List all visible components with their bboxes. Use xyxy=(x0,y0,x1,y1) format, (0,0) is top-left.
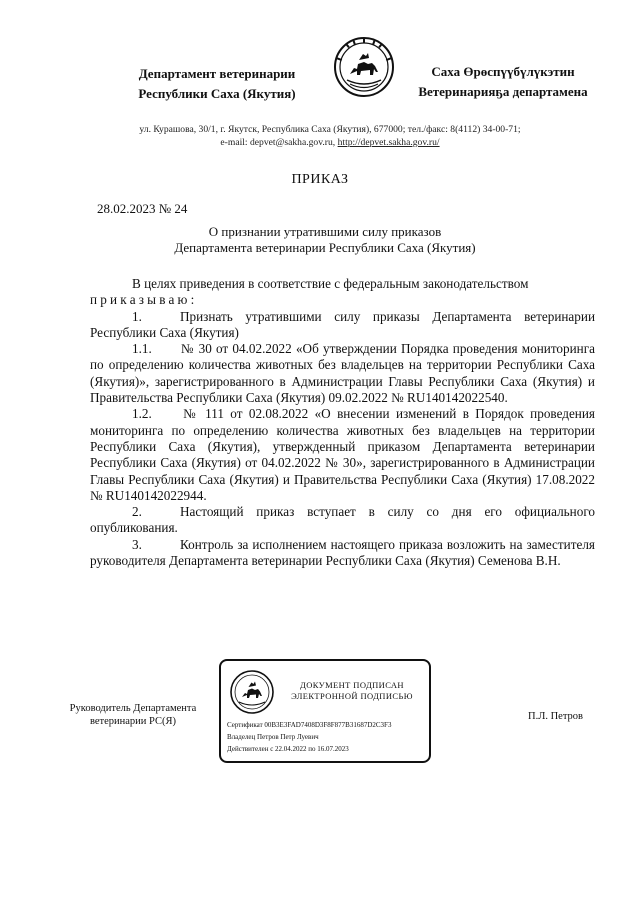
stamp-title-line2: ЭЛЕКТРОННОЙ ПОДПИСЬЮ xyxy=(291,691,413,701)
item-1-number: 1. xyxy=(132,308,142,324)
item-1-1 xyxy=(90,341,595,406)
intro-paragraph: В целях приведения в соответствие с федеральным законодательством xyxy=(132,276,529,291)
contact-email-line xyxy=(60,136,600,149)
stamp-certificate: Сертификат 00B3E3FAD7408D3F8F877B31687D2C3F3 xyxy=(227,721,392,729)
subject-line2: Департамента ветеринарии Республики Саха (Якутия) xyxy=(174,240,476,255)
address-line: ул. Курашова, 30/1, г. Якутск, Республика Саха (Якутия), 677000; тел./факс: 8(4112) 34-00-71; xyxy=(139,124,521,135)
item-1-2 xyxy=(90,406,595,504)
sakha-republic-emblem-icon xyxy=(333,36,395,98)
item-2 xyxy=(90,504,595,537)
email-text: e-mail: depvet@sakha.gov.ru, xyxy=(220,137,336,148)
department-name-russian xyxy=(112,64,322,104)
signatory-position-line2: ветеринарии РС(Я) xyxy=(89,716,177,727)
document-body xyxy=(90,276,595,569)
item-1-2-text: № 111 от 02.08.2022 «О внесении изменений в Порядок проведения мониторинга по определению количества животных без владельцев на территории Республики Саха (Якутия), утвержденный приказом Департамента ветеринарии Республики Саха (Якутия) от 04.02.2022 № 30», зарегистрированного в Администрации Главы Республики Саха (Якутия) и Правительства Республики Саха (Якутия) 17.08.2022 № RU140142022944. xyxy=(90,406,595,503)
document-subject xyxy=(90,224,560,256)
stamp-owner: Владелец Петров Петр Луевич xyxy=(227,733,319,741)
sakha-emblem-seal-icon xyxy=(229,669,275,715)
item-1 xyxy=(90,309,595,342)
department-name-sakha-line2: Ветеринарияҕа департамена xyxy=(418,84,588,99)
stamp-validity: Действителен с 22.04.2022 по 16.07.2023 xyxy=(227,745,349,753)
department-name-sakha xyxy=(398,62,608,102)
department-name-line2: Республики Саха (Якутия) xyxy=(138,86,296,101)
department-name-sakha-line1: Саха Өрөспүүбүлүкэтин xyxy=(431,64,575,79)
item-3-number: 3. xyxy=(132,536,142,552)
stamp-title xyxy=(279,680,425,702)
item-1-1-text: № 30 от 04.02.2022 «Об утверждении Порядка проведения мониторинга по определению количества животных без владельцев на территории Республики Саха (Якутия)», зарегистрированного в Администрации Главы Республики Саха (Якутия) и Правительства Республики Саха (Якутия) 09.02.2022 № RU140142022540. xyxy=(90,341,595,406)
contact-address xyxy=(60,123,600,149)
website-link[interactable]: http://depvet.sakha.gov.ru/ xyxy=(337,137,440,148)
document-title: ПРИКАЗ xyxy=(291,172,349,187)
item-2-number: 2. xyxy=(132,504,142,520)
item-3 xyxy=(90,537,595,570)
electronic-signature-stamp xyxy=(219,659,431,763)
item-1-2-number: 1.2. xyxy=(132,406,152,422)
item-2-text: Настоящий приказ вступает в силу со дня его официального опубликования. xyxy=(90,504,595,536)
item-1-1-number: 1.1. xyxy=(132,341,152,357)
signatory-position xyxy=(58,702,208,728)
document-date-number: 28.02.2023 № 24 xyxy=(97,201,188,216)
subject-line1: О признании утратившими силу приказов xyxy=(208,224,442,239)
stamp-title-line1: ДОКУМЕНТ ПОДПИСАН xyxy=(300,680,404,690)
item-1-text: Признать утратившими силу приказы Департамента ветеринарии Республики Саха (Якутия) xyxy=(90,308,595,340)
order-word: приказываю: xyxy=(90,292,198,308)
department-name-line1: Департамент ветеринарии xyxy=(138,66,296,81)
item-3-text: Контроль за исполнением настоящего приказа возложить на заместителя руководителя Департамента ветеринарии Республики Саха (Якутия) Семенова В.Н. xyxy=(90,536,595,569)
signatory-name: П.Л. Петров xyxy=(528,711,583,722)
signatory-position-line1: Руководитель Департамента xyxy=(69,703,197,714)
